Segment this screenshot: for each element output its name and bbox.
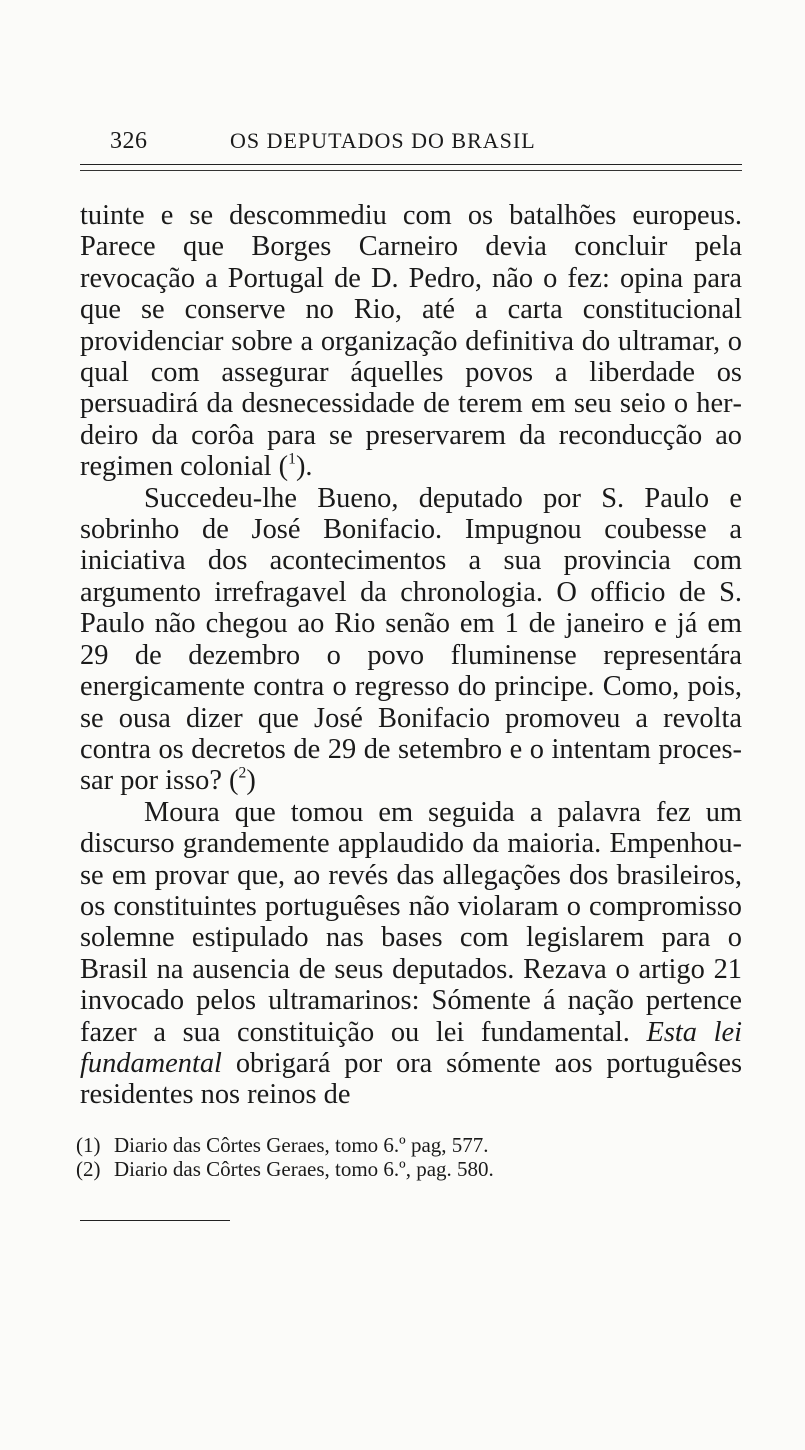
paragraph-3-text-b: obrigará por ora sómente aos portuguêses residentes nos reinos de — [80, 1047, 742, 1111]
footnote-text: Diario das Côrtes Geraes, tomo 6.º pag, 577. — [114, 1133, 489, 1157]
paragraph-2: Succedeu-lhe Bueno, deputado por S. Paulo e sobrinho de José Bonifacio. Impugnou coubesse a iniciativa dos acontecimentos a sua provincia com argumento irrefragavel da chronologia. O officio de S. Paulo não chegou ao Rio senão em 1 de janeiro e já em 29 de dezembro o povo fluminense representára energicamente contra o regresso do principe. Como, pois, se ousa dizer que José Bonifacio promoveu a revolta contra os decretos de 29 de setembro e o intentam processar por isso? ($^2$) — [80, 482, 742, 797]
footnote-marker: (1) — [76, 1133, 101, 1157]
paragraph-1-text: tuinte e se descommediu com os batalhões europeus. Parece que Borges Carneiro devia concluir pela revocação a Portugal de D. Pedro, não o fez: opina para que se conserve no Rio, até a carta constitucional providenciar sobre a organização definitiva do ultramar, o qual com assegurar áquelles povos a liberdade os persuadirá da desnecessidade de terem em seu seio o herdeiro da corôa para se preservarem da reconducção ao regimen colonial — [80, 200, 742, 483]
header-rule — [80, 164, 742, 165]
book-page — [80, 120, 742, 1111]
running-title: OS DEPUTADOS DO BRASIL — [230, 128, 536, 153]
footnote-rule — [80, 1220, 230, 1221]
paragraph-3-text-a: Moura que tomou em seguida a palavra fez um discurso grandemente applaudido da maioria. Empenhou-se em provar que, ao revés das allegações dos brasileiros, os constituintes portuguêses não violaram o compromisso solemne estipulado nas bases com legislarem para o Brasil na ausencia de seus deputados. Rezava o artigo 21 invocado pelos ultramarinos: Sómente á nação pertence fazer a sua constituição ou lei fundamental. — [80, 796, 742, 1048]
footnote-text: Diario das Côrtes Geraes, tomo 6.º, pag. 580. — [114, 1157, 494, 1181]
page-number: 326 — [110, 128, 148, 154]
body-text — [80, 200, 742, 1111]
footnote-ref-2: 2 — [238, 764, 247, 782]
running-header — [80, 120, 742, 164]
paragraph-1: tuinte e se descommediu com os batalhões europeus. Parece que Borges Carneiro devia concluir pela revocação a Portugal de D. Pedro, não o fez: opina para que se conserve no Rio, até a carta constitucional providenciar sobre a organização definitiva do ultramar, o qual com assegurar áquelles povos a liberdade os persuadirá da desnecessidade de terem em seu seio o herdeiro da corôa para se preservarem da reconducção ao regimen colonial ($^1$). — [80, 200, 742, 483]
paragraph-1-end: . — [305, 451, 313, 483]
footnote-ref-1: 1 — [288, 450, 296, 468]
footnotes — [76, 1133, 666, 1181]
header-rule-second — [80, 170, 742, 171]
paragraph-2-text: Succedeu-lhe Bueno, deputado por S. Paulo e sobrinho de José Bonifacio. Impugnou coubesse a iniciativa dos acontecimentos a sua provincia com argumento irrefragavel da chronologia. O officio de S. Paulo não chegou ao Rio senão em 1 de janeiro e já em 29 de dezembro o povo fluminense representára energicamente contra o regresso do principe. Como, pois, se ousa dizer que José Bonifacio promoveu a revolta contra os decretos de 29 de setembro e o intentam processar por isso? — [80, 482, 742, 797]
footnote-marker: (2) — [76, 1157, 101, 1181]
footnote-1 — [76, 1133, 666, 1157]
paragraph-3-italic: Esta lei fundamental — [80, 1016, 742, 1079]
paragraph-3 — [80, 797, 742, 1111]
footnote-2 — [76, 1157, 666, 1181]
